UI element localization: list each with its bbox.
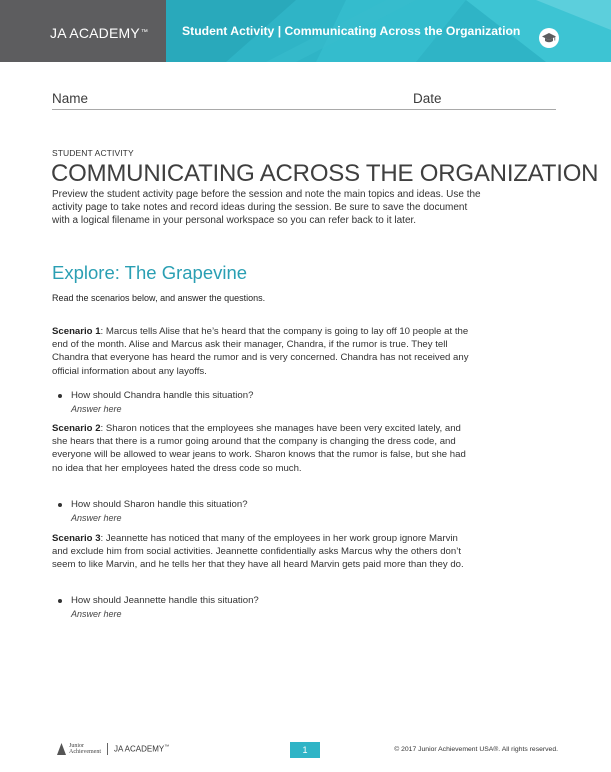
ja-logo-text bbox=[69, 743, 101, 755]
scenario-1-answer[interactable]: Answer here bbox=[71, 404, 122, 414]
section-instruction: Read the scenarios below, and answer the questions. bbox=[52, 293, 266, 303]
intro-paragraph: Preview the student activity page before the session and note the main topics and ideas. Use the activity page to take notes and record ideas during the session. Be sure to save the document with a logical filename in your personal workspace so you can refer back to it later. bbox=[52, 189, 481, 227]
ja-academy-brand bbox=[0, 0, 166, 62]
graduation-cap-icon bbox=[539, 28, 559, 48]
scenario-text: : Jeannette has noticed that many of the employees in her work group ignore Marvin and exclude him from social activities. Jeannette confidentially asks Marcus why the others don’t seem to like Marvin, and he tells her that they have all heard Marvin gets paid more than they do. bbox=[52, 533, 464, 571]
scenario-text: : Sharon notices that the employees she manages have been very excited lately, and she hears that there is a rumor going around that the company is changing the dress code, and everyone will be allowed to wear jeans to work. Sharon knows that the rumor is false, but she had no idea that her employees hated the dress code so much. bbox=[52, 423, 466, 474]
date-label: Date bbox=[413, 91, 442, 106]
scenario-3-answer[interactable]: Answer here bbox=[71, 609, 122, 619]
scenario-3-question bbox=[58, 595, 259, 606]
bullet-icon bbox=[58, 394, 62, 398]
scenario-1-paragraph bbox=[52, 325, 472, 378]
junior-achievement-logo-icon bbox=[57, 743, 66, 755]
bullet-icon bbox=[58, 599, 62, 603]
scenario-1-question bbox=[58, 390, 253, 401]
scenario-2-question bbox=[58, 499, 248, 510]
name-date-row bbox=[52, 91, 556, 110]
footer-divider bbox=[107, 743, 108, 755]
scenario-2-answer[interactable]: Answer here bbox=[71, 513, 122, 523]
scenario-text: : Marcus tells Alise that he’s heard that the company is going to lay off 10 people at the end of the month. Alise and Marcus ask their manager, Chandra, if the rumor is true. They tell Chandra that everyone has heard the rumor and is very concerned. Chandra has not received any official information about any layoffs. bbox=[52, 326, 469, 377]
copyright-text: © 2017 Junior Achievement USA®. All rights reserved. bbox=[394, 746, 558, 753]
footer-brand bbox=[114, 744, 169, 754]
bullet-icon bbox=[58, 503, 62, 507]
question-text: How should Sharon handle this situation? bbox=[71, 499, 248, 510]
scenario-2-paragraph bbox=[52, 422, 472, 475]
brand-text: JA ACADEMY bbox=[50, 25, 140, 41]
footer-brand-text: JA ACADEMY bbox=[114, 744, 165, 754]
page-title: COMMUNICATING ACROSS THE ORGANIZATION bbox=[51, 160, 599, 187]
scenario-label: Scenario 1 bbox=[52, 326, 101, 337]
scenario-label: Scenario 3 bbox=[52, 533, 101, 544]
section-title: Explore: The Grapevine bbox=[52, 262, 248, 283]
scenario-3-paragraph bbox=[52, 532, 472, 572]
name-label: Name bbox=[52, 91, 89, 106]
question-text: How should Chandra handle this situation? bbox=[71, 390, 254, 401]
ja-logo-line1: Junior bbox=[69, 743, 84, 749]
question-text: How should Jeannette handle this situation? bbox=[71, 595, 259, 606]
ja-logo-line2: Achievement bbox=[69, 749, 101, 755]
banner-title: Student Activity | Communicating Across the Organization bbox=[182, 24, 521, 38]
page-number: 1 bbox=[290, 742, 320, 758]
activity-kicker: STUDENT ACTIVITY bbox=[52, 148, 134, 158]
brand-trademark: ™ bbox=[140, 28, 149, 36]
header-banner bbox=[166, 0, 611, 62]
footer-brand-tm: ™ bbox=[164, 744, 170, 751]
page-header bbox=[0, 0, 611, 62]
footer-logo bbox=[57, 741, 169, 757]
scenario-label: Scenario 2 bbox=[52, 423, 101, 434]
